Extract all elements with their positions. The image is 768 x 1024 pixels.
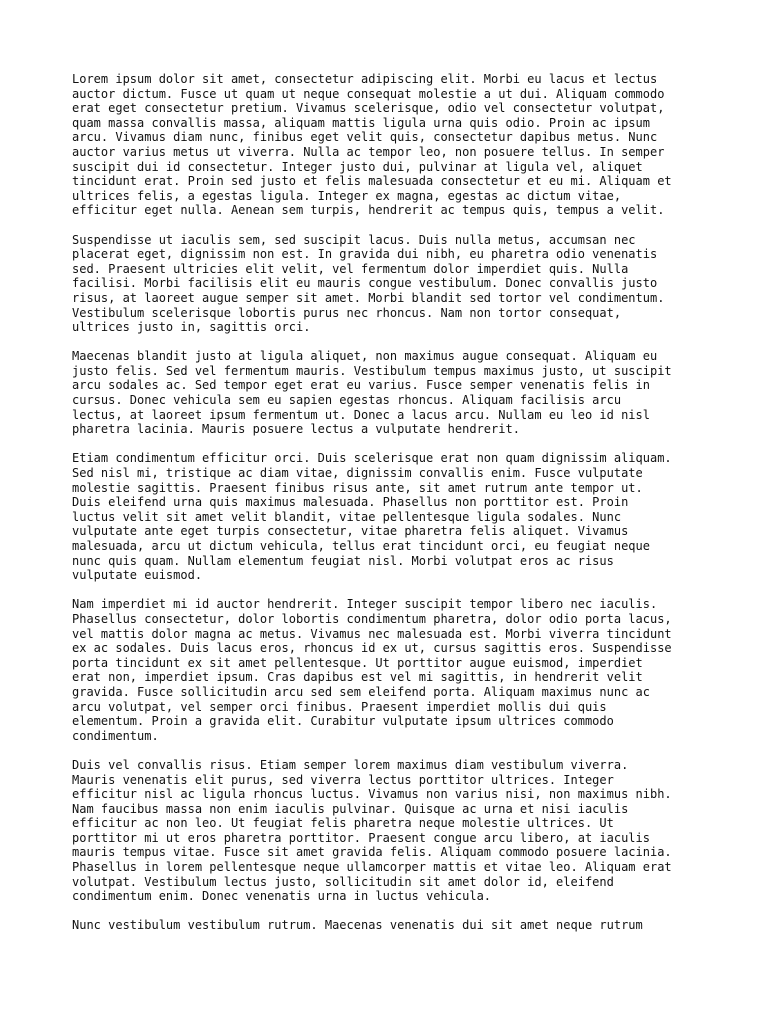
paragraph-6: Duis vel convallis risus. Etiam semper lorem maximus diam vestibulum viverra. Mauris venenatis elit purus, sed viverra lectus porttitor ultrices. Integer efficitur nisl ac ligula rhoncus luctus. Vivamus non varius nisi, non maximus nibh. Nam faucibus massa non enim iaculis pulvinar. Quisque ac urna et nisi iaculis efficitur ac non leo. Ut feugiat felis pharetra neque molestie ultrices. Ut porttitor mi ut eros pharetra porttitor. Praesent congue arcu libero, at iaculis mauris tempus vitae. Fusce sit amet gravida felis. Aliquam commodo posuere lacinia. Phasellus in lorem pellentesque neque ullamcorper mattis et vitae leo. Aliquam erat volutpat. Vestibulum lectus justo, sollicitudin sit amet dolor id, eleifend condimentum enim. Donec venenatis urna in luctus vehicula. bbox=[72, 757, 672, 904]
paragraph-4: Etiam condimentum efficitur orci. Duis scelerisque erat non quam dignissim aliquam. Sed nisl mi, tristique ac diam vitae, dignissim convallis enim. Fusce vulputate molestie sagittis. Praesent finibus risus ante, sit amet rutrum ante tempor ut. Duis eleifend urna quis maximus malesuada. Phasellus non porttitor est. Proin luctus velit sit amet velit blandit, vitae pellentesque ligula sodales. Nunc vulputate ante eget turpis consectetur, vitae pharetra felis aliquet. Vivamus malesuada, arcu ut dictum vehicula, tellus erat tincidunt orci, eu feugiat neque nunc quis quam. Nullam elementum feugiat nisl. Morbi volutpat eros ac risus vulputate euismod. bbox=[72, 451, 672, 583]
paragraph-3: Maecenas blandit justo at ligula aliquet, non maximus augue consequat. Aliquam eu justo felis. Sed vel fermentum mauris. Vestibulum tempus maximus justo, ut suscipit arcu sodales ac. Sed tempor eget erat eu varius. Fusce semper venenatis felis in cursus. Donec vehicula sem eu sapien egestas rhoncus. Aliquam facilisis arcu lectus, at laoreet ipsum fermentum ut. Donec a lacus arcu. Nullam eu leo id nisl pharetra lacinia. Mauris posuere lectus a vulputate hendrerit. bbox=[72, 349, 672, 437]
document-page bbox=[72, 72, 712, 933]
paragraph-2: Suspendisse ut iaculis sem, sed suscipit lacus. Duis nulla metus, accumsan nec placerat eget, dignissim non est. In gravida dui nibh, eu pharetra odio venenatis sed. Praesent ultricies elit velit, vel fermentum dolor imperdiet quis. Nulla facilisi. Morbi facilisis elit eu mauris congue vestibulum. Donec convallis justo risus, at laoreet augue semper sit amet. Morbi blandit sed tortor vel condimentum. Vestibulum scelerisque lobortis purus nec rhoncus. Nam non tortor consequat, ultrices justo in, sagittis orci. bbox=[72, 232, 665, 335]
paragraph-1: Lorem ipsum dolor sit amet, consectetur adipiscing elit. Morbi eu lacus et lectus auctor dictum. Fusce ut quam ut neque consequat molestie a ut dui. Aliquam commodo erat eget consectetur pretium. Vivamus scelerisque, odio vel consectetur volutpat, quam massa convallis massa, aliquam mattis ligula urna quis odio. Proin ac ipsum arcu. Vivamus diam nunc, finibus eget velit quis, consectetur dapibus metus. Nunc auctor varius metus ut viverra. Nulla ac tempor leo, non posuere tellus. In semper suscipit dui id consectetur. Integer justo dui, pulvinar at ligula vel, aliquet tincidunt erat. Proin sed justo et felis malesuada consectetur et eu mi. Aliquam et ultrices felis, a egestas ligula. Integer ex magna, egestas ac dictum vitae, efficitur eget nulla. Aenean sem turpis, hendrerit ac tempus quis, tempus a velit. bbox=[72, 72, 672, 218]
paragraph-7: Nunc vestibulum vestibulum rutrum. Maecenas venenatis dui sit amet neque rutrum bbox=[72, 918, 643, 933]
paragraph-5: Nam imperdiet mi id auctor hendrerit. Integer suscipit tempor libero nec iaculis. Phasellus consectetur, dolor lobortis condimentum pharetra, dolor odio porta lacus, vel mattis dolor magna ac metus. Vivamus nec malesuada est. Morbi viverra tincidunt ex ac sodales. Duis lacus eros, rhoncus id ex ut, cursus sagittis eros. Suspendisse porta tincidunt ex sit amet pellentesque. Ut porttitor augue euismod, imperdiet erat non, imperdiet ipsum. Cras dapibus est vel mi sagittis, in hendrerit velit gravida. Fusce sollicitudin arcu sed sem eleifend porta. Aliquam maximus nunc ac arcu volutpat, vel semper orci finibus. Praesent imperdiet mollis dui quis elementum. Proin a gravida elit. Curabitur vulputate ipsum ultrices commodo condimentum. bbox=[72, 597, 672, 743]
